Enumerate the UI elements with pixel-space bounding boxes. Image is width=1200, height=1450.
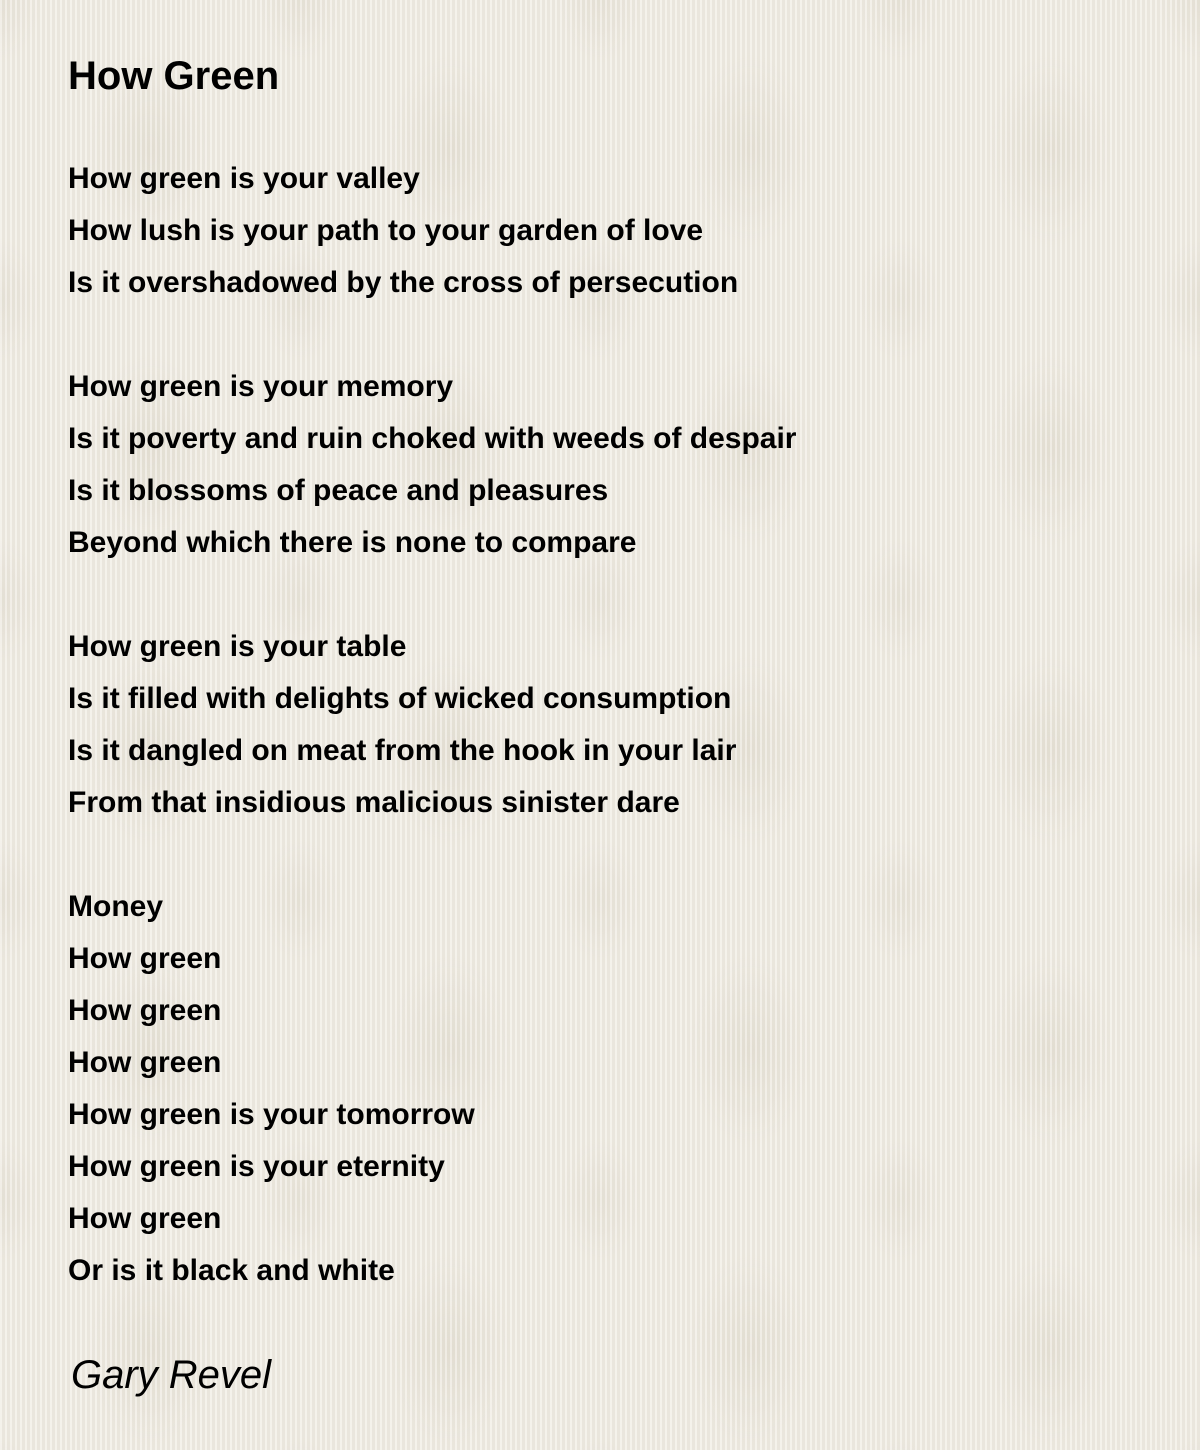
stanza-1 — [68, 153, 1148, 309]
poem-line: How green is your eternity — [68, 1150, 445, 1183]
poem-line: Is it poverty and ruin choked with weeds of despair — [68, 422, 797, 455]
poem-body — [68, 153, 1148, 1297]
stanza-3 — [68, 621, 1148, 829]
poem-line: How green is your tomorrow — [68, 1098, 475, 1131]
stanza-2 — [68, 361, 1148, 569]
poem-line: How green — [68, 994, 222, 1027]
poem-line: Beyond which there is none to compare — [68, 526, 637, 559]
poem-page — [68, 52, 1148, 1297]
poem-line: Money — [68, 890, 164, 923]
poem-title: How Green — [68, 54, 280, 98]
poem-line: Is it filled with delights of wicked consumption — [68, 682, 732, 715]
poem-line: From that insidious malicious sinister dare — [68, 786, 680, 819]
poem-line: How green — [68, 1202, 222, 1235]
poem-line: How green — [68, 942, 222, 975]
poem-line: Is it overshadowed by the cross of persecution — [68, 266, 739, 299]
poem-line: How lush is your path to your garden of love — [68, 214, 704, 247]
poem-line: Is it dangled on meat from the hook in your lair — [68, 734, 737, 767]
stanza-4 — [68, 881, 1148, 1297]
poem-line: How green — [68, 1046, 222, 1079]
poem-line: How green is your memory — [68, 370, 454, 403]
poem-line: How green is your table — [68, 630, 407, 663]
poem-line: Or is it black and white — [68, 1254, 395, 1287]
poem-author: Gary Revel — [71, 1353, 272, 1397]
poem-line: How green is your valley — [68, 162, 420, 195]
poem-line: Is it blossoms of peace and pleasures — [68, 474, 609, 507]
